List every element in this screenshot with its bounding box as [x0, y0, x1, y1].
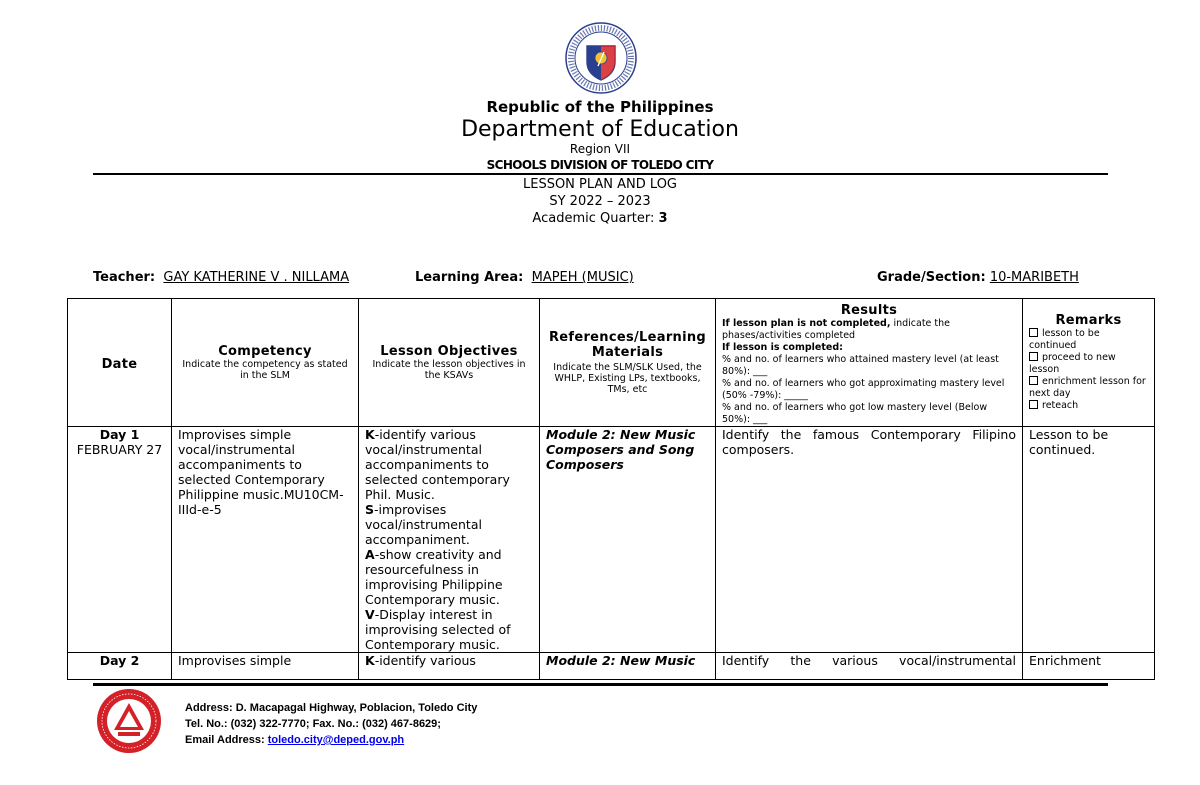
row-result: Identify the famous Contemporary Filipino composers.	[716, 427, 1023, 653]
table-row	[68, 653, 1155, 680]
deped-seal-icon	[565, 22, 637, 94]
footer-divider	[93, 683, 1108, 686]
row-objectives: K-identify various vocal/instrumental accompaniments to selected contemporary Phil. Music. S-improvises vocal/instrumental accompaniment. A-show creativity and resourcefulness in improvising Philippine Contemporary music. V-Display interest in improvising selected of Contemporary music.	[359, 427, 540, 653]
remarks-option: lesson to be continued	[1029, 328, 1100, 351]
header-references: References/Learning Materials Indicate the SLM/SLK Used, the WHLP, Existing LPs, textbooks, TMs, etc	[540, 299, 716, 427]
row-competency: Improvises simple vocal/instrumental accompaniments to selected Contemporary Philippine music.MU10CM-IIId-e-5	[172, 427, 359, 653]
footer-address: Address: D. Macapagal Highway, Poblacion, Toledo City	[185, 702, 478, 714]
grade-section-label: Grade/Section:	[877, 270, 986, 285]
grade-section-field	[877, 270, 1079, 285]
row-objectives: K-identify various	[359, 653, 540, 680]
checkbox-icon	[1029, 352, 1038, 361]
lesson-log-table	[67, 298, 1155, 680]
learning-area-field	[415, 270, 634, 285]
checkbox-icon	[1029, 400, 1038, 409]
footer-phone: Tel. No.: (032) 322-7770; Fax. No.: (032) 467-8629;	[185, 718, 441, 730]
email-link[interactable]: toledo.city@deped.gov.ph	[267, 734, 405, 746]
footer-address-block	[185, 700, 477, 748]
division-heading: SCHOOLS DIVISION OF TOLEDO CITY	[486, 158, 714, 172]
remarks-option: proceed to new lesson	[1029, 352, 1116, 375]
school-year: SY 2022 – 2023	[549, 194, 651, 209]
row-result: Identify the various vocal/instrumental	[716, 653, 1023, 680]
remarks-option: reteach	[1029, 400, 1148, 412]
header-date: Date	[68, 299, 172, 427]
header-competency: Competency Indicate the competency as stated in the SLM	[172, 299, 359, 427]
row-remark: Lesson to be continued.	[1023, 427, 1155, 653]
footer-email: Email Address: toledo.city@deped.gov.ph	[185, 734, 405, 746]
teacher-value: GAY KATHERINE V . NILLAMA	[163, 270, 350, 285]
checkbox-icon	[1029, 328, 1038, 337]
academic-quarter: Academic Quarter: 3	[532, 211, 668, 226]
row-date: Day 1 FEBRUARY 27	[68, 427, 172, 653]
document-title: LESSON PLAN AND LOG	[522, 177, 678, 192]
row-reference: Module 2: New Music Composers and Song Composers	[540, 427, 716, 653]
table-row	[68, 427, 1155, 653]
row-remark: Enrichment	[1023, 653, 1155, 680]
teacher-label: Teacher:	[93, 270, 156, 285]
republic-heading: Republic of the Philippines	[486, 98, 714, 116]
teacher-field	[93, 270, 349, 285]
header-divider	[93, 173, 1108, 175]
learning-area-value: MAPEH (MUSIC)	[531, 270, 634, 285]
header-objectives: Lesson Objectives Indicate the lesson objectives in the KSAVs	[359, 299, 540, 427]
checkbox-icon	[1029, 376, 1038, 385]
row-reference: Module 2: New Music	[540, 653, 716, 680]
grade-section-value: 10-MARIBETH	[989, 270, 1079, 285]
region-heading: Region VII	[569, 142, 631, 156]
row-competency: Improvises simple	[172, 653, 359, 680]
row-date: Day 2	[68, 653, 172, 680]
table-header-row	[68, 299, 1155, 427]
learning-area-label: Learning Area:	[415, 270, 524, 285]
header-results: Results If lesson plan is not completed, indicate the phases/activities completed If lesson is completed: % and no. of learners who attained mastery level (at least 80%): ___ % and no. of learners who got approximating mastery level (50% -79%): _____ % and no. of learners who got low mastery level (Below 50%): ___	[716, 299, 1023, 427]
toledo-division-seal-icon	[96, 688, 162, 754]
remarks-option: enrichment lesson for next day	[1029, 376, 1146, 399]
department-heading: Department of Education	[461, 117, 739, 142]
header-remarks: Remarks lesson to be continued proceed to new lesson enrichment lesson for next day reteach	[1023, 299, 1155, 427]
